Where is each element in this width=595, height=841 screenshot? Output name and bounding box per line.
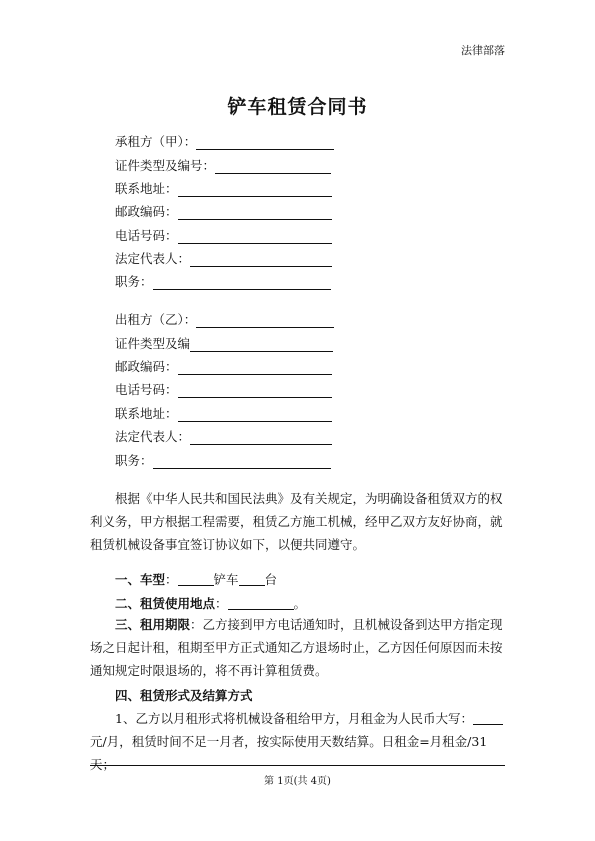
party-b-position-row xyxy=(115,451,331,469)
party-a-legal-rep-label: 法定代表人： xyxy=(115,251,191,266)
party-b-phone-label: 电话号码： xyxy=(115,382,178,397)
party-a-phone-blank xyxy=(178,229,332,244)
section-1-blank-qty xyxy=(239,572,265,586)
party-a-id-row xyxy=(115,156,331,174)
party-a-postcode-blank xyxy=(178,205,332,220)
party-a-address-label: 联系地址： xyxy=(115,181,178,196)
party-b-id-blank xyxy=(190,337,333,352)
party-b-postcode-blank xyxy=(178,360,332,375)
document-title: 铲车租赁合同书 xyxy=(227,96,368,118)
section-2-label: 二、租赁使用地点 xyxy=(115,596,216,611)
section-1-end: 台 xyxy=(264,572,278,587)
party-b-phone-blank xyxy=(178,383,332,398)
party-a-address-blank xyxy=(178,182,332,197)
party-b-position-blank xyxy=(153,454,331,469)
section-2-end: 。 xyxy=(293,596,307,611)
party-a-phone-label: 电话号码： xyxy=(115,228,178,243)
party-b-id-row xyxy=(115,334,333,352)
party-b-lessor-row xyxy=(115,310,334,328)
party-b-address-row xyxy=(115,404,332,422)
party-a-phone-row xyxy=(115,226,332,244)
header-tag: 法律部落 xyxy=(461,44,505,57)
section-2-colon: ： xyxy=(215,596,228,611)
section-3-text: ：乙方接到甲方电话通知时，且机械设备到达甲方指定现场之日起计租，租期至甲方正式通知乙方退场时止，乙方因任何原因而未按通知规定时限退场的，将不再计算租赁费。 xyxy=(90,617,503,678)
party-b-postcode-label: 邮政编码： xyxy=(115,359,178,374)
section-1 xyxy=(115,570,277,588)
footer-divider xyxy=(90,765,505,766)
section-1-mid: 铲车 xyxy=(213,572,239,587)
section-3 xyxy=(90,613,505,682)
party-b-legal-rep-blank xyxy=(190,430,332,445)
section-2 xyxy=(115,594,306,612)
party-a-id-label: 证件类型及编号： xyxy=(115,158,216,173)
party-a-lessee-row xyxy=(115,132,334,150)
section-4-label: 四、租赁形式及结算方式 xyxy=(115,688,253,703)
party-b-position-label: 职务： xyxy=(115,453,153,468)
party-a-postcode-row xyxy=(115,202,332,220)
section-1-colon: ： xyxy=(165,572,178,587)
party-a-id-blank xyxy=(215,159,331,174)
party-b-address-label: 联系地址： xyxy=(115,406,178,421)
party-a-position-label: 职务： xyxy=(115,274,153,289)
party-a-position-blank xyxy=(153,275,331,290)
section-3-label: 三、租用期限 xyxy=(115,617,191,632)
party-a-postcode-label: 邮政编码： xyxy=(115,204,178,219)
party-a-position-row xyxy=(115,272,331,290)
section-1-label: 一、车型 xyxy=(115,572,166,587)
party-b-lessor-blank xyxy=(196,313,334,328)
page-number: 第 1页(共 4页) xyxy=(264,776,331,787)
party-a-legal-rep-blank xyxy=(190,252,332,267)
party-b-phone-row xyxy=(115,380,332,398)
party-b-id-label: 证件类型及编 xyxy=(115,336,191,351)
party-b-postcode-row xyxy=(115,357,332,375)
party-b-lessor-label: 出租方（乙）： xyxy=(115,312,197,327)
section-1-blank-model xyxy=(178,572,214,586)
section-4-p1-blank xyxy=(473,711,503,725)
party-a-lessee-blank xyxy=(196,135,334,150)
party-b-legal-rep-row xyxy=(115,427,332,445)
section-2-blank xyxy=(228,596,294,610)
section-4-p1-end: 元/月，租赁时间不足一月者，按实际使用天数结算。日租金=月租金/31 天； xyxy=(90,734,488,772)
party-a-lessee-label: 承租方（甲）： xyxy=(115,134,197,149)
party-b-address-blank xyxy=(178,407,332,422)
intro-paragraph: 根据《中华人民共和国民法典》及有关规定，为明确设备租赁双方的权利义务，甲方根据工程需要，租赁乙方施工机械，经甲乙双方友好协商，就租赁机械设备事宜签订协议如下，以便共同遵守。 xyxy=(90,491,503,552)
party-b-legal-rep-label: 法定代表人： xyxy=(115,429,191,444)
party-a-legal-rep-row xyxy=(115,249,332,267)
party-a-address-row xyxy=(115,179,332,197)
section-4-heading xyxy=(115,686,253,704)
section-4-p1-start: 1、乙方以月租形式将机械设备租给甲方，月租金为人民币大写： xyxy=(115,711,473,726)
